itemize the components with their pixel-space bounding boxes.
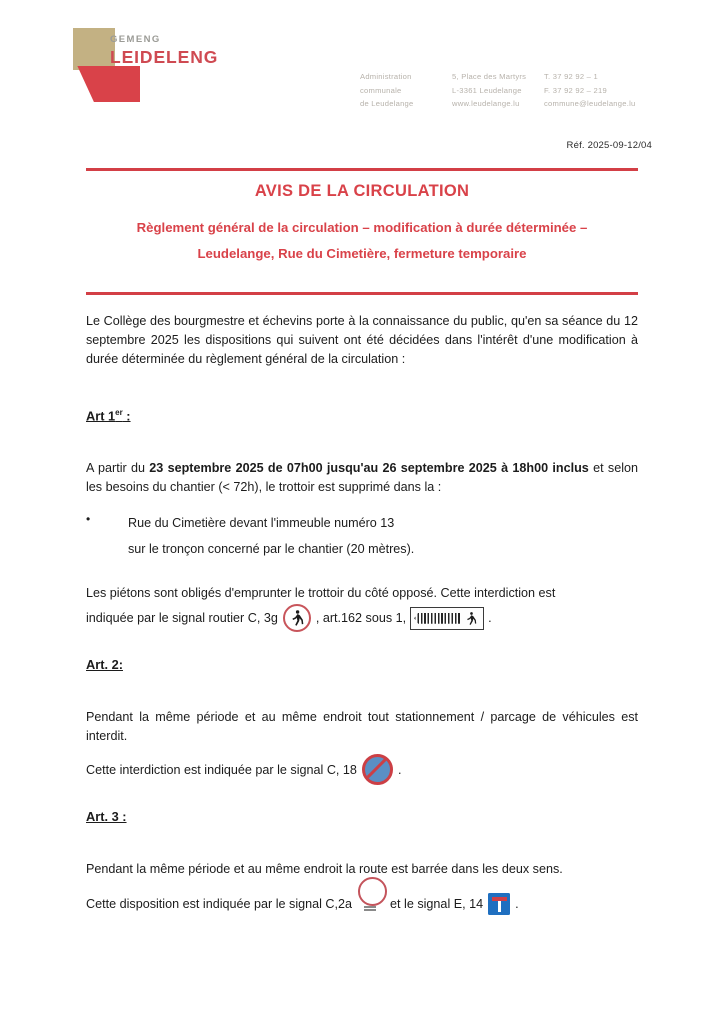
- article-1-heading-sup: er: [115, 408, 123, 417]
- sign-e14-bar: [492, 897, 508, 901]
- article-1-date-range: 23 septembre 2025 de 07h00 jusqu'au 26 septembre 2025 à 18h00 inclus: [149, 461, 589, 476]
- article-1-paragraph: [86, 459, 638, 497]
- document-body: [86, 312, 638, 921]
- bullet-line-1: Rue du Cimetière devant l'immeuble numéro 13: [128, 516, 395, 531]
- logo-red-shape: [68, 66, 140, 102]
- address-line: 5, Place des Martyrs: [452, 72, 527, 81]
- municipality-logo: [68, 28, 328, 108]
- bullet-line-2: sur le tronçon concerné par le chantier (20 mètres).: [128, 542, 415, 557]
- bullet-content: [128, 510, 638, 562]
- bullet-marker: •: [86, 512, 91, 527]
- article-1-signal-line: [86, 603, 638, 633]
- email-address: commune@leudelange.lu: [544, 99, 636, 108]
- article-2-signal-line: [86, 754, 638, 785]
- signal-e14-label: et le signal E, 14: [390, 897, 484, 912]
- page-title: AVIS DE LA CIRCULATION: [254, 182, 470, 200]
- article-1-bullet-item: [86, 510, 638, 562]
- signal-162-label: , art.162 sous 1,: [315, 611, 407, 626]
- article-1-heading: [86, 403, 638, 425]
- article-3-signal-line: [86, 887, 638, 921]
- article-1-text-part2: et selon les besoins du chantier (< 72h), le trottoir est supprimé dans la :: [86, 461, 639, 495]
- signal-line-end: .: [515, 897, 519, 912]
- signal-c18-label: Cette interdiction est indiquée par le signal C, 18: [86, 762, 357, 777]
- address-column-location: [452, 70, 544, 111]
- signal-c2a-label: Cette disposition est indiquée par le signal C,2a: [86, 897, 353, 912]
- article-3-heading: Art. 3 :: [86, 809, 127, 825]
- signal-c3g-label: indiquée par le signal routier C, 3g: [86, 611, 278, 626]
- article-2-heading: Art. 2:: [86, 657, 123, 673]
- address-block: [360, 70, 656, 111]
- address-line: www.leudelange.lu: [452, 99, 520, 108]
- article-1-heading-prefix: Art 1: [86, 408, 116, 424]
- address-line: L-3361 Leudelange: [452, 85, 522, 95]
- page-subtitle: [0, 215, 724, 267]
- divider-middle: [86, 292, 638, 295]
- address-line: communale: [360, 85, 402, 95]
- road-sign-e14-icon: [488, 893, 510, 915]
- pedestrian-paragraph: Les piétons sont obligés d'emprunter le trottoir du côté opposé. Cette interdiction est: [86, 586, 556, 601]
- article-3-paragraph: Pendant la même période et au même endroit la route est barrée dans les deux sens.: [86, 862, 563, 877]
- signal-line-end: .: [397, 762, 402, 777]
- document-header: [0, 0, 724, 130]
- sign-c2a-marks: [364, 906, 376, 907]
- logo-gemeng-text: GEMENG: [110, 34, 161, 45]
- article-1-heading-suffix: :: [122, 408, 131, 424]
- sign-slash: [365, 755, 389, 779]
- sign-e14-stem: [498, 899, 502, 912]
- phone-number: T. 37 92 92 – 1: [544, 72, 598, 81]
- road-sign-c3g-icon: [283, 604, 311, 632]
- signal-line-end: .: [488, 611, 492, 626]
- logo-tan-square: [73, 28, 115, 70]
- article-2-paragraph: Pendant la même période et au même endroit tout stationnement / parcage de véhicules est interdit.: [86, 710, 638, 744]
- logo-leideleng-text: LEIDELENG: [110, 47, 219, 67]
- intro-paragraph: Le Collège des bourgmestre et échevins porte à la connaissance du public, qu'en sa séance du 12 septembre 2025 les dispositions qui suivent ont été décidées dans l'intérêt d'une modification à durée déterminée du règlement général de la circulation :: [86, 314, 638, 366]
- subtitle-line-2: Leudelange, Rue du Cimetière, fermeture temporaire: [197, 246, 527, 261]
- road-sign-art162-icon: [410, 607, 484, 630]
- road-sign-c2a-icon: [356, 887, 386, 921]
- address-column-contact: [544, 70, 656, 111]
- sign-c2a-circle: [358, 877, 387, 906]
- fax-number: F. 37 92 92 – 219: [544, 85, 607, 95]
- address-line: Administration: [360, 72, 412, 81]
- article-1-text-part1: A partir du: [86, 461, 150, 476]
- sign-hatch-pattern: [414, 613, 460, 624]
- reference-number: Réf. 2025-09-12/04: [566, 140, 652, 151]
- road-sign-c18-icon: [362, 754, 393, 785]
- logo-wordmark: [110, 34, 218, 68]
- divider-top: [86, 168, 638, 171]
- address-line: de Leudelange: [360, 99, 414, 108]
- address-column-sender: [360, 70, 452, 111]
- subtitle-line-1: Règlement général de la circulation – modification à durée déterminée –: [136, 220, 588, 235]
